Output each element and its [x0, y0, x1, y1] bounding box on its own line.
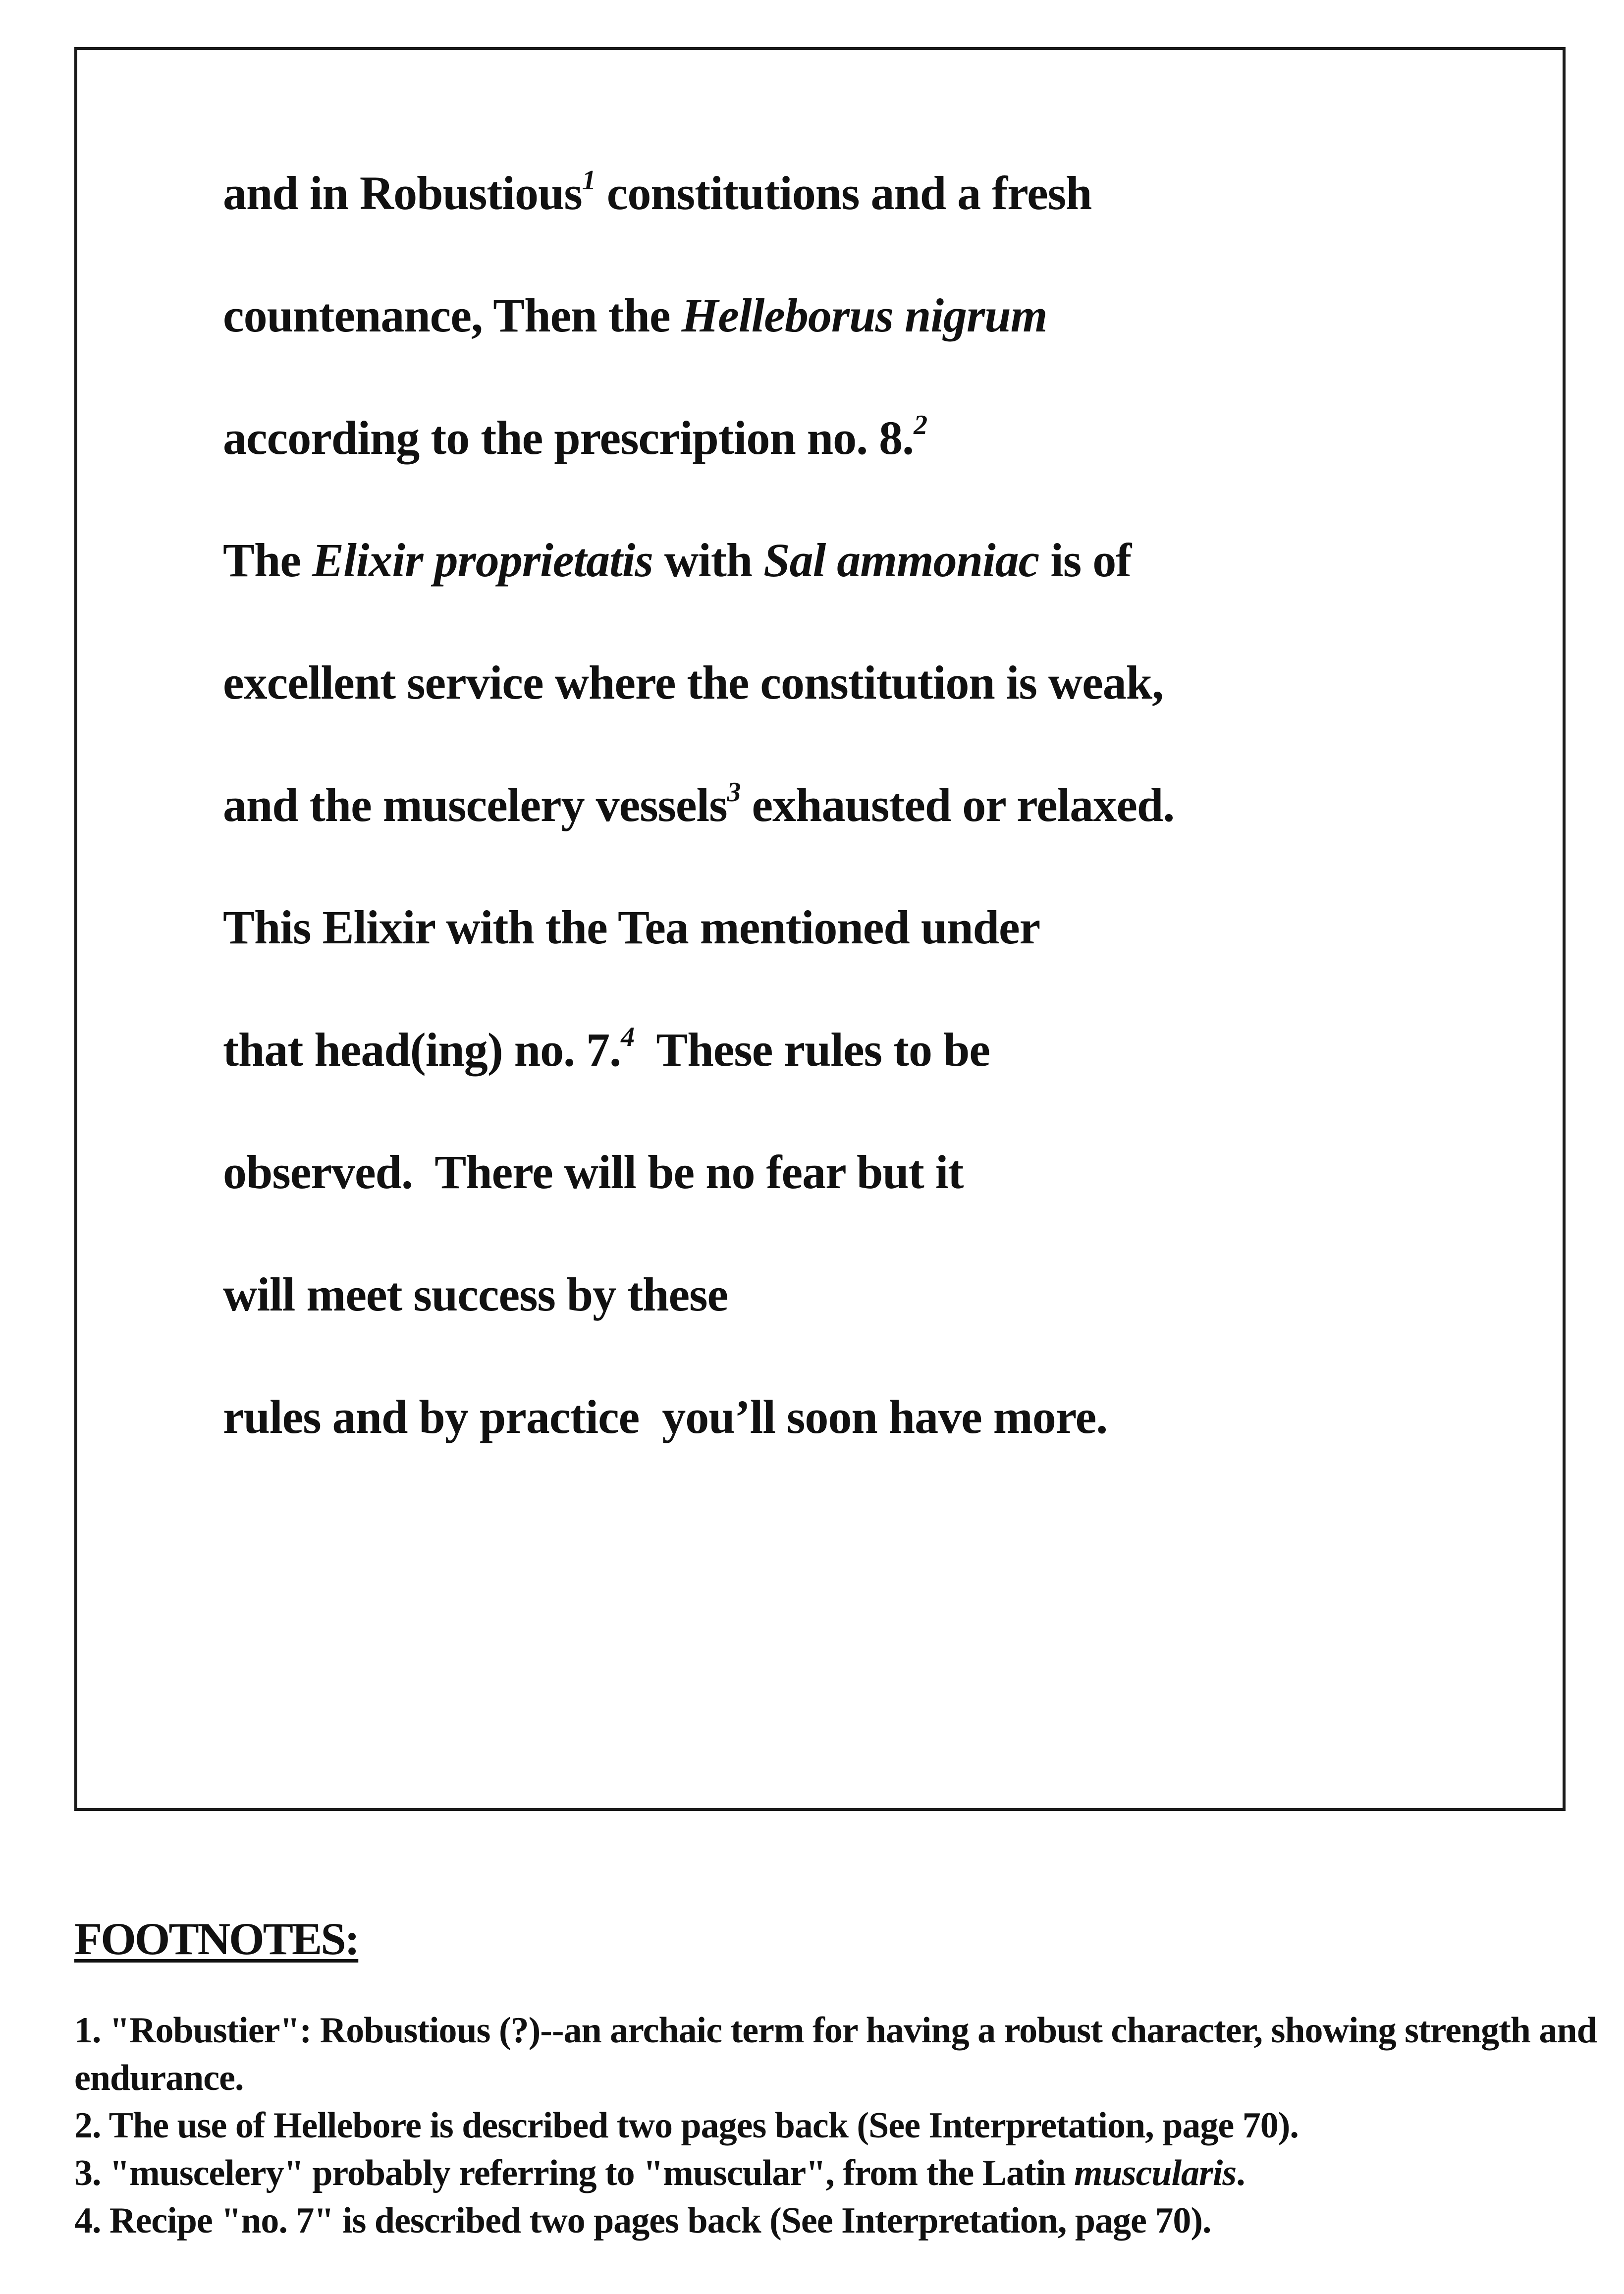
footnote-marker: 4 [621, 1022, 635, 1052]
footnote-marker: 2 [914, 410, 927, 440]
text-line: and the muscelery vessels$^3$ exhausted or relaxed. [223, 777, 1175, 831]
footnotes-heading: FOOTNOTES: [74, 1913, 359, 1964]
text-line: rules and by practice you’ll soon have more. [223, 1390, 1108, 1443]
text-line: This Elixir with the Tea mentioned under [223, 901, 1040, 954]
text-line: according to the prescription no. 8.$^2$ [223, 410, 927, 464]
text-line: countenance, Then the Helleborus nigrum [223, 289, 1047, 342]
footnote-item: 1. "Robustier": Robustious (?)--an archaic term for having a robust character, showing strength and endurance. [74, 2010, 1597, 2098]
footnote-marker: 3 [727, 777, 741, 808]
text-line: excellent service where the constitution is weak, [223, 656, 1164, 709]
text-line: that head(ing) no. 7.$^4$ These rules to be [223, 1022, 990, 1076]
text-line: observed. There will be no fear but it [223, 1146, 964, 1199]
text-line: will meet success by these [223, 1268, 728, 1321]
text-line: and in Robustious$^1$ constitutions and a fresh [223, 165, 1092, 219]
footnote-item: 2. The use of Hellebore is described two pages back (See Interpretation, page 70). [74, 2105, 1299, 2146]
footnote-item: 4. Recipe "no. 7" is described two pages back (See Interpretation, page 70). [74, 2200, 1211, 2241]
footnote-item: 3. "muscelery" probably referring to "muscular", from the Latin muscularis. [74, 2153, 1245, 2193]
text-line: The Elixir proprietatis with Sal ammoniac is of [223, 534, 1132, 587]
footnote-marker: 1 [582, 165, 595, 196]
